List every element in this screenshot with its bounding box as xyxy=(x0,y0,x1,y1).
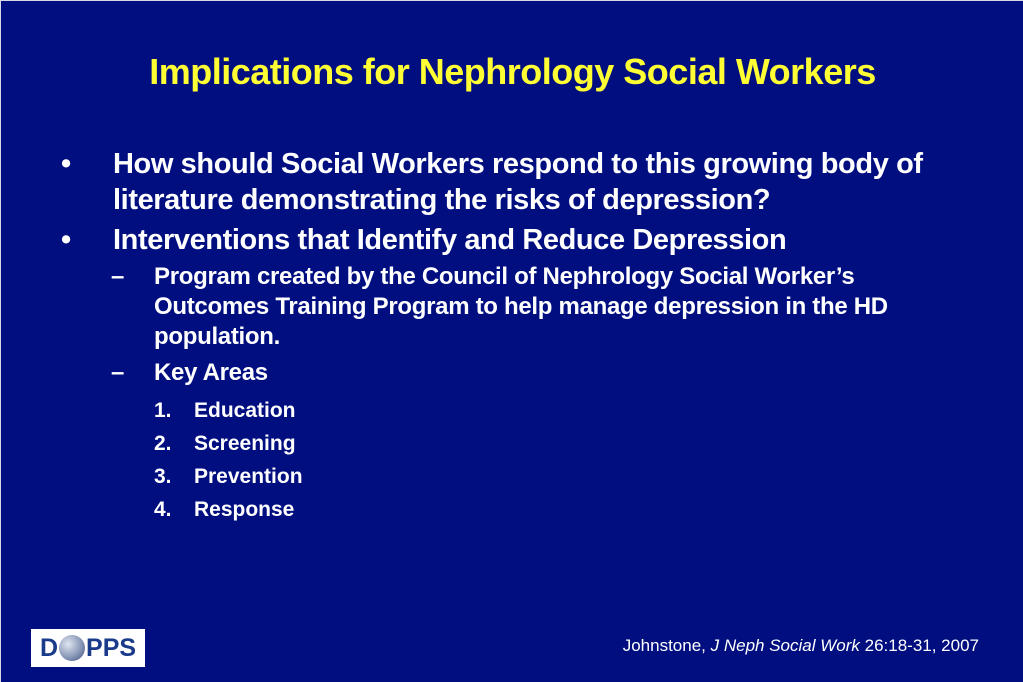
citation xyxy=(623,636,979,656)
sub-bullet-item xyxy=(61,262,961,352)
key-area-item xyxy=(61,493,961,526)
key-area-text: Response xyxy=(194,498,295,521)
bullet-text: How should Social Workers respond to this growing body of literature demonstrating the risks of depression? xyxy=(113,148,923,216)
slide-title: Implications for Nephrology Social Workers xyxy=(149,51,876,92)
dopps-logo xyxy=(31,629,145,667)
globe-icon xyxy=(59,635,85,661)
bullet-marker: • xyxy=(61,224,71,256)
bullet-text: Interventions that Identify and Reduce Depression xyxy=(113,224,787,256)
sub-bullet-text: Program created by the Council of Nephrology Social Worker’s Outcomes Training Program to help manage depression in the HD population. xyxy=(154,263,888,350)
key-area-number: 2. xyxy=(154,432,172,455)
slide-content xyxy=(61,146,961,526)
bullet-item xyxy=(61,146,961,218)
key-area-text: Screening xyxy=(194,432,296,455)
citation-author: Johnstone, xyxy=(622,636,711,655)
key-area-text: Education xyxy=(194,399,296,422)
key-area-number: 3. xyxy=(154,465,172,488)
citation-journal: J Neph Social Work xyxy=(710,636,860,655)
citation-details: 26:18-31, 2007 xyxy=(859,636,979,655)
key-area-item xyxy=(61,460,961,493)
sub-bullet-marker: – xyxy=(111,263,125,290)
key-area-number: 4. xyxy=(154,498,172,521)
key-area-text: Prevention xyxy=(194,465,303,488)
logo-letters-pps: PPS xyxy=(86,633,137,662)
sub-bullet-text: Key Areas xyxy=(154,359,268,386)
sub-bullet-item xyxy=(61,358,961,388)
bullet-item xyxy=(61,222,961,258)
key-area-item xyxy=(61,427,961,460)
sub-bullet-marker: – xyxy=(111,359,125,386)
key-area-number: 1. xyxy=(154,399,172,422)
bullet-marker: • xyxy=(61,148,71,180)
key-area-item xyxy=(61,394,961,427)
logo-letter-d: D xyxy=(39,633,59,662)
